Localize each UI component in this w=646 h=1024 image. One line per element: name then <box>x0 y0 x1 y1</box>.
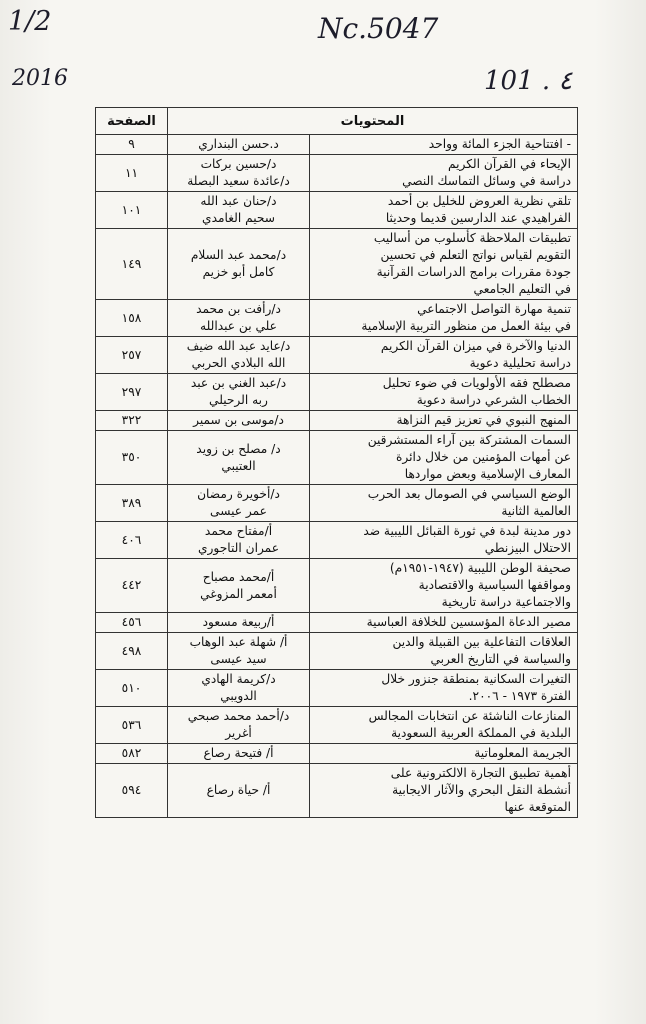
article-title-line: الوضع السياسي في الصومال بعد الحرب <box>367 487 571 501</box>
article-author-line: د/موسى بن سمير <box>193 413 284 427</box>
article-author-line: عمر عيسى <box>210 504 267 518</box>
article-title-line: الخطاب الشرعي دراسة دعوية <box>416 393 571 407</box>
article-title-line: البلدية في المملكة العربية السعودية <box>391 726 571 740</box>
page-number: ٥٨٢ <box>96 744 168 764</box>
article-title-line: الاحتلال البيزنطي <box>484 541 571 555</box>
article-title-line: المعارف الإسلامية وبعض مواردها <box>404 467 571 481</box>
page-number: ١٥٨ <box>96 300 168 337</box>
article-author <box>168 744 310 764</box>
table-row <box>96 374 578 411</box>
article-author <box>168 485 310 522</box>
article-author <box>168 374 310 411</box>
article-author-line: أمعمر المزوغي <box>200 586 277 601</box>
table-row <box>96 192 578 229</box>
article-title-line: عن أمهات المؤمنين من خلال دائرة <box>395 450 571 464</box>
article-title-line: التغيرات السكانية بمنطقة جنزور خلال <box>381 672 571 686</box>
article-title-line: تطبيقات الملاحظة كأسلوب من أساليب <box>373 231 571 245</box>
article-author-line: ربه الرحيلي <box>209 393 268 407</box>
article-author <box>168 155 310 192</box>
article-author-line: د/حنان عبد الله <box>200 194 277 208</box>
article-title-line: الدنيا والآخرة في ميزان القرآن الكريم <box>380 339 571 353</box>
table-row <box>96 485 578 522</box>
article-author <box>168 337 310 374</box>
article-author-line: د/أخويرة رمضان <box>197 487 280 501</box>
article-title-line: والاجتماعية دراسة تاريخية <box>441 595 571 609</box>
article-title-line: المتوقعة عنها <box>504 800 571 814</box>
article-title-line: التقويم لقياس نواتج التعلم في تحسين <box>380 248 571 262</box>
article-author-line: أ/ حياة رصاع <box>206 783 271 797</box>
table-row <box>96 613 578 633</box>
article-title-line: في بيئة العمل من منظور التربية الإسلامية <box>361 319 571 333</box>
article-title-line: مصطلح فقه الأولويات في ضوء تحليل <box>382 376 571 390</box>
article-author-line: د/حسين بركات <box>200 157 277 171</box>
article-author-line: كامل أبو خزيم <box>202 265 275 279</box>
article-author-line: د.حسن البنداري <box>198 137 279 151</box>
table-row <box>96 744 578 764</box>
page-number: ١٤٩ <box>96 229 168 300</box>
handwritten-year: 2016 <box>12 66 68 91</box>
page-number: ٩ <box>96 135 168 155</box>
contents-table <box>95 107 578 818</box>
page-number: ١٠١ <box>96 192 168 229</box>
table-row <box>96 337 578 374</box>
article-title-line: جودة مقررات برامج الدراسات القرآنية <box>376 265 571 279</box>
table-row <box>96 411 578 431</box>
article-author-line: عمران التاجوري <box>198 541 279 555</box>
article-title-line: أنشطة النقل البحري والآثار الايجابية <box>392 783 571 797</box>
article-title <box>310 613 578 633</box>
article-title-line: ومواقفها السياسية والاقتصادية <box>418 578 571 592</box>
article-title <box>310 411 578 431</box>
article-author <box>168 431 310 485</box>
table-row <box>96 300 578 337</box>
handwritten-reference: Nc.5047 <box>318 12 439 45</box>
article-author-line: د/أحمد محمد صبحي <box>187 709 290 723</box>
table-row <box>96 431 578 485</box>
page-number: ٤٠٦ <box>96 522 168 559</box>
page-number: ٥٩٤ <box>96 764 168 818</box>
article-title-line: صحيفة الوطن الليبية (١٩٤٧-١٩٥١م) <box>389 561 571 575</box>
article-author-line: أغرير <box>225 726 252 740</box>
article-title-line: الإيحاء في القرآن الكريم <box>447 157 571 171</box>
page-number: ٤٩٨ <box>96 633 168 670</box>
page-number: ١١ <box>96 155 168 192</box>
article-title-line: دراسة تحليلية دعوية <box>469 356 571 370</box>
article-title-line: في التعليم الجامعي <box>473 282 571 296</box>
article-author-line: العتيبي <box>221 458 256 473</box>
article-title <box>310 229 578 300</box>
article-title-line: دور مدينة لبدة في ثورة القبائل الليبية ضد <box>363 524 571 538</box>
article-title <box>310 431 578 485</box>
article-title-line: العلاقات التفاعلية بين القبيلة والدين <box>392 635 571 649</box>
article-author <box>168 707 310 744</box>
article-title <box>310 559 578 613</box>
article-author <box>168 764 310 818</box>
article-title-line: أهمية تطبيق التجارة الالكترونية على <box>390 766 571 780</box>
article-author-line: أ/ربيعة مسعود <box>202 615 275 629</box>
article-author <box>168 559 310 613</box>
table-row <box>96 764 578 818</box>
handwritten-fraction: 1/2 <box>8 6 52 37</box>
contents-heading: المحتويات <box>168 108 578 135</box>
page-number: ٤٤٢ <box>96 559 168 613</box>
page-number: ٥١٠ <box>96 670 168 707</box>
article-title-line: الجريمة المعلوماتية <box>474 746 571 760</box>
article-author-line: أ/ فتيحة رصاع <box>203 746 274 760</box>
article-author-line: د/ مصلح بن زويد <box>196 441 281 456</box>
table-row <box>96 135 578 155</box>
article-title-line: الفراهيدي عند الدارسين قديما وحديثا <box>385 211 571 225</box>
article-author-line: الدويبي <box>220 689 257 703</box>
article-author <box>168 633 310 670</box>
article-author <box>168 411 310 431</box>
page-number: ٤٥٦ <box>96 613 168 633</box>
article-title-line: المنهج النبوي في تعزيز قيم النزاهة <box>396 413 571 427</box>
article-author-line: د/عايد عبد الله ضيف <box>186 339 291 353</box>
article-author-line: أ/محمد مصباح <box>202 569 275 584</box>
article-author-line: سيد عيسى <box>210 652 267 666</box>
article-author-line: علي بن عبدالله <box>200 319 277 333</box>
article-author-line: د/كريمة الهادي <box>201 672 276 686</box>
article-author-line: سحيم الغامدي <box>202 211 275 225</box>
article-title-line: الفترة ١٩٧٣ - ٢٠٠٦. <box>468 689 571 703</box>
table-row <box>96 155 578 192</box>
article-title <box>310 374 578 411</box>
article-author-line: أ/مفتاح محمد <box>204 524 273 538</box>
article-title <box>310 300 578 337</box>
table-row <box>96 522 578 559</box>
article-title-line: العالمية الثانية <box>501 504 571 518</box>
article-author <box>168 135 310 155</box>
article-title-line: دراسة في وسائل التماسك النصي <box>402 174 571 188</box>
article-author-line: د/محمد عبد السلام <box>190 248 287 262</box>
article-author <box>168 522 310 559</box>
article-title <box>310 522 578 559</box>
contents-body <box>96 135 578 818</box>
table-header-row <box>96 108 578 135</box>
article-title <box>310 707 578 744</box>
article-title-line: والسياسة في التاريخ العربي <box>430 652 571 666</box>
article-title-line: مصير الدعاة المؤسسين للخلافة العباسية <box>366 615 571 629</box>
article-title-line: السمات المشتركة بين آراء المستشرقين <box>367 433 571 447</box>
article-title <box>310 337 578 374</box>
page-heading: الصفحة <box>96 108 168 135</box>
article-title <box>310 485 578 522</box>
article-author-line: الله البلادي الحربي <box>191 356 286 370</box>
article-author-line: د/عائدة سعيد البصلة <box>187 174 290 188</box>
article-author <box>168 192 310 229</box>
article-title-line: المنازعات الناشئة عن انتخابات المجالس <box>368 709 571 723</box>
table-row <box>96 559 578 613</box>
handwritten-code: 101 . ٤ <box>484 66 573 96</box>
table-row <box>96 707 578 744</box>
article-title <box>310 670 578 707</box>
table-row <box>96 633 578 670</box>
bleed-through-ghost <box>150 0 158 30</box>
table-row <box>96 229 578 300</box>
article-author <box>168 229 310 300</box>
page-number: ٢٥٧ <box>96 337 168 374</box>
article-author-line: د/رأفت بن محمد <box>196 302 281 316</box>
article-title-line: تلقي نظرية العروض للخليل بن أحمد <box>387 194 571 208</box>
article-title <box>310 744 578 764</box>
article-title <box>310 155 578 192</box>
article-author <box>168 300 310 337</box>
article-title <box>310 764 578 818</box>
article-author-line: د/عبد الغني بن عبد <box>190 376 287 390</box>
article-author-line: أ/ شهلة عبد الوهاب <box>189 635 288 649</box>
page-number: ٣٥٠ <box>96 431 168 485</box>
article-title <box>310 192 578 229</box>
article-title-line: تنمية مهارة التواصل الاجتماعي <box>417 302 571 316</box>
page-number: ٣٨٩ <box>96 485 168 522</box>
page-number: ٢٩٧ <box>96 374 168 411</box>
article-title <box>310 135 578 155</box>
page-number: ٥٣٦ <box>96 707 168 744</box>
table-row <box>96 670 578 707</box>
article-author <box>168 670 310 707</box>
article-title <box>310 633 578 670</box>
article-title-line: - افتتاحية الجزء المائة وواحد <box>428 137 571 151</box>
page-number: ٣٢٢ <box>96 411 168 431</box>
article-author <box>168 613 310 633</box>
